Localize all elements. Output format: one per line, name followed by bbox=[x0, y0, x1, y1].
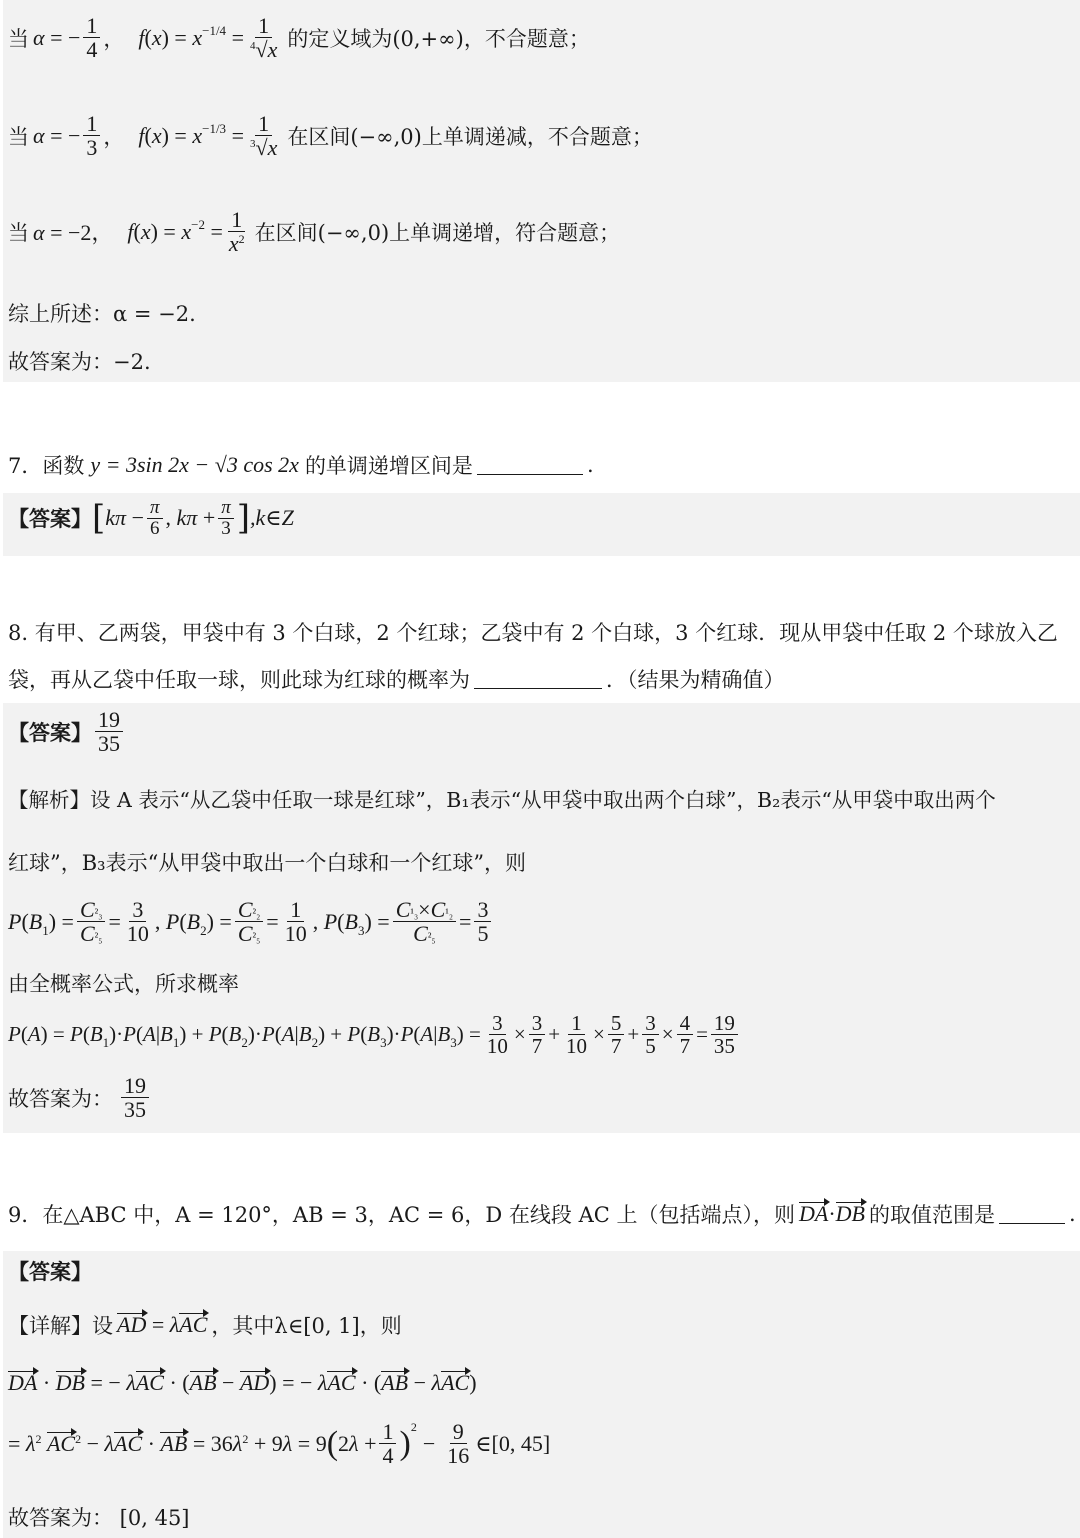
case-prefix: 当 bbox=[8, 26, 29, 51]
fraction: $\frac{\pi}{6}$ bbox=[147, 498, 163, 539]
analysis-text-2: 红球”，B₃表示“从甲袋中取出一个白球和一个红球”，则 bbox=[8, 851, 527, 875]
case-prefix: 当 bbox=[8, 220, 29, 245]
case-text: 在区间(−∞,0)上单调递减，不合题意； bbox=[287, 124, 653, 149]
case-prefix: 当 bbox=[8, 124, 29, 149]
function-expr: $f(x) = x^{-2}$ = bbox=[127, 216, 223, 244]
fraction: $\frac{1}{^3√x}$ bbox=[249, 111, 278, 161]
vector-product: DA·DB bbox=[798, 1201, 865, 1226]
vector-ad-expr: AD = λAC bbox=[117, 1312, 208, 1337]
fraction: $\frac{\text{C²₃}}{\text{C²₅}}$ bbox=[77, 898, 105, 945]
summary-text: 综上所述：α = −2. bbox=[8, 302, 196, 326]
fraction: $\frac{\pi}{3}$ bbox=[218, 498, 234, 539]
answer-7-line bbox=[8, 498, 294, 539]
vector-line-1 bbox=[8, 1370, 477, 1396]
fraction: $\frac{19}{35}$ bbox=[121, 1074, 149, 1121]
fraction: $\frac{1}{4}$ bbox=[379, 1420, 396, 1467]
question-7 bbox=[8, 450, 594, 480]
final-label: 故答案为： bbox=[8, 1086, 113, 1111]
fraction: $\frac{1}{10}$ bbox=[566, 1011, 588, 1059]
answer-blank bbox=[477, 456, 583, 475]
vector-simplification: = $\lambda^2$ $AC^2 - \lambda AC$ · AB = $36\lambda^2 + 9\lambda = 9$ bbox=[8, 1430, 327, 1456]
fraction: $\frac{1}{3}$ bbox=[83, 112, 100, 159]
equals: = bbox=[459, 908, 472, 934]
vector-line-2 bbox=[8, 1420, 550, 1467]
alpha-value: α = −2， bbox=[33, 220, 114, 246]
final-answer-8-line bbox=[8, 1074, 152, 1121]
fraction: $\frac{4}{7}$ bbox=[677, 1012, 694, 1057]
function-expr: $f(x) = x^{-1/4}$ = bbox=[138, 22, 244, 50]
fraction: $\frac{9}{16}$ bbox=[447, 1419, 470, 1469]
question-7-prefix: 7．函数 bbox=[8, 454, 85, 478]
detail-label: 【详解】设 bbox=[8, 1314, 113, 1338]
fraction: $\frac{1}{10}$ bbox=[284, 897, 307, 947]
case-line-1 bbox=[8, 14, 590, 61]
interval-left: kπ − bbox=[105, 505, 144, 531]
case-line-2 bbox=[8, 112, 653, 159]
inner-expr: 2λ + bbox=[338, 1430, 377, 1456]
final-answer-9-text: 故答案为： [0, 45] bbox=[8, 1506, 190, 1530]
detail-tail: ，其中λ∈[0, 1]，则 bbox=[211, 1314, 402, 1338]
question-9-text-b: 的取值范围是 bbox=[868, 1203, 995, 1227]
period: . bbox=[586, 453, 594, 477]
fraction: $\frac{1}{^4√x}$ bbox=[249, 13, 278, 63]
final-answer-9-line bbox=[8, 1502, 190, 1532]
equals: = bbox=[266, 908, 279, 934]
question-8-line-2 bbox=[8, 664, 785, 694]
question-7-suffix: 的单调递增区间是 bbox=[304, 454, 473, 478]
alpha-value: α = − bbox=[33, 122, 81, 148]
total-prob-expr: $P(A) = P(B_1)\cdot P(A|B_1) + P(B_2)\cdot P(A|B_2) + P(B_3)\cdot P(A|B_3)$ = bbox=[8, 1022, 481, 1051]
formula-intro-line bbox=[8, 968, 239, 998]
function-expr: $f(x) = x^{-1/3}$ = bbox=[138, 120, 244, 148]
fraction: $\frac{5}{7}$ bbox=[608, 1012, 625, 1057]
probability-line bbox=[8, 898, 494, 945]
answer-8-line bbox=[8, 708, 126, 755]
answer-label: 【答案】 bbox=[8, 719, 92, 745]
fraction: $\frac{\text{C²₂}}{\text{C²₅}}$ bbox=[235, 898, 263, 945]
question-8-text-2b: ．（结果为精确值） bbox=[606, 668, 785, 692]
analysis-line-1 bbox=[8, 783, 996, 813]
answer-blank bbox=[999, 1205, 1065, 1224]
prob-b1: $P(B_1)$ = bbox=[8, 908, 74, 938]
equals: = bbox=[108, 908, 121, 934]
fraction: $\frac{3}{5}$ bbox=[474, 898, 491, 945]
question-9 bbox=[8, 1199, 1076, 1229]
minus: − bbox=[422, 1430, 436, 1456]
question-8-text-1: 8. 有甲、乙两袋，甲袋中有 3 个白球，2 个红球；乙袋中有 2 个白球，3 个红球．现从甲袋中任取 2 个球放入乙 bbox=[8, 621, 1058, 645]
right-bracket: ] bbox=[236, 498, 251, 539]
answer-label: 【答案】 bbox=[8, 1259, 92, 1284]
analysis-line-2 bbox=[8, 847, 526, 877]
final-answer-line bbox=[8, 346, 151, 376]
fraction: $\frac{\text{C¹₃×C¹₂}}{\text{C²₅}}$ bbox=[393, 898, 456, 945]
comma: ， bbox=[103, 26, 125, 51]
fraction: $\frac{19}{35}$ bbox=[95, 708, 123, 755]
fraction: $\frac{1}{4}$ bbox=[83, 14, 100, 61]
case-text: 在区间(−∞,0)上单调递增，符合题意； bbox=[254, 220, 621, 245]
question-7-expr: y = 3sin 2x − √3 cos 2x bbox=[90, 452, 299, 477]
range-result: ∈[0, 45] bbox=[475, 1430, 551, 1456]
question-8-text-2a: 袋，再从乙袋中任取一球，则此球为红球的概率为 bbox=[8, 668, 470, 692]
detail-line bbox=[8, 1310, 402, 1340]
left-paren: ( bbox=[326, 1424, 339, 1462]
answer-label: 【答案】 bbox=[8, 506, 92, 532]
left-bracket: [ bbox=[92, 498, 106, 539]
case-line-3 bbox=[8, 208, 620, 255]
question-9-text-a: 9．在△ABC 中，A = 120°，AB = 3，AC = 6，D 在线段 AC 上（包括端点），则 bbox=[8, 1203, 795, 1227]
square-exponent: 2 bbox=[410, 1420, 417, 1435]
comma: ， bbox=[103, 124, 125, 149]
analysis-text-1: 【解析】设 A 表示“从乙袋中任取一球是红球”，B₁表示“从甲袋中取出两个白球”，B₂表示“从甲袋中取出两个 bbox=[8, 788, 996, 812]
interval-right: , kπ + bbox=[165, 505, 216, 531]
final-answer-text: 故答案为：−2. bbox=[8, 350, 151, 374]
period: . bbox=[1068, 1202, 1076, 1226]
summary-line bbox=[8, 298, 196, 328]
fraction: $\frac{3}{7}$ bbox=[529, 1012, 546, 1057]
case-text: 的定义域为(0,+∞)，不合题意； bbox=[287, 26, 590, 51]
fraction: $\frac{3}{10}$ bbox=[486, 1011, 508, 1059]
fraction: $\frac{3}{10}$ bbox=[126, 897, 149, 947]
prob-b2: , $P(B_2)$ = bbox=[154, 908, 232, 938]
answer-blank bbox=[474, 670, 602, 689]
prob-b3: , $P(B_3)$ = bbox=[312, 908, 390, 938]
fraction: $\frac{3}{5}$ bbox=[642, 1012, 659, 1057]
formula-intro-text: 由全概率公式，所求概率 bbox=[8, 972, 239, 996]
alpha-value: α = − bbox=[33, 24, 81, 50]
fraction: $\frac{19}{35}$ bbox=[711, 1012, 738, 1057]
right-paren: ) bbox=[399, 1424, 411, 1462]
vector-expansion: DA · DB = − λAC · (AB − AD) = − λAC · (AB − λAC) bbox=[8, 1370, 477, 1395]
answer-9-line bbox=[8, 1256, 92, 1286]
question-8-line-1 bbox=[8, 617, 1058, 647]
answer-tail: ,k∈Z bbox=[250, 505, 294, 531]
total-probability-line: $P(A) = P(B_1)\cdot P(A|B_1) + P(B_2)\cdot P(A|B_2) + P(B_3)\cdot P(A|B_3)$ = $\frac{3}{10}$ × $\frac{3}{7}$ + $\frac{1}{10}$ × $\frac{5}{7}$ + $\frac{3}{5}$ × $\frac{4}{7}$ = $\frac{19}{35}$ bbox=[8, 1012, 741, 1057]
fraction: $\frac{1}{x^2}$ bbox=[228, 207, 245, 257]
